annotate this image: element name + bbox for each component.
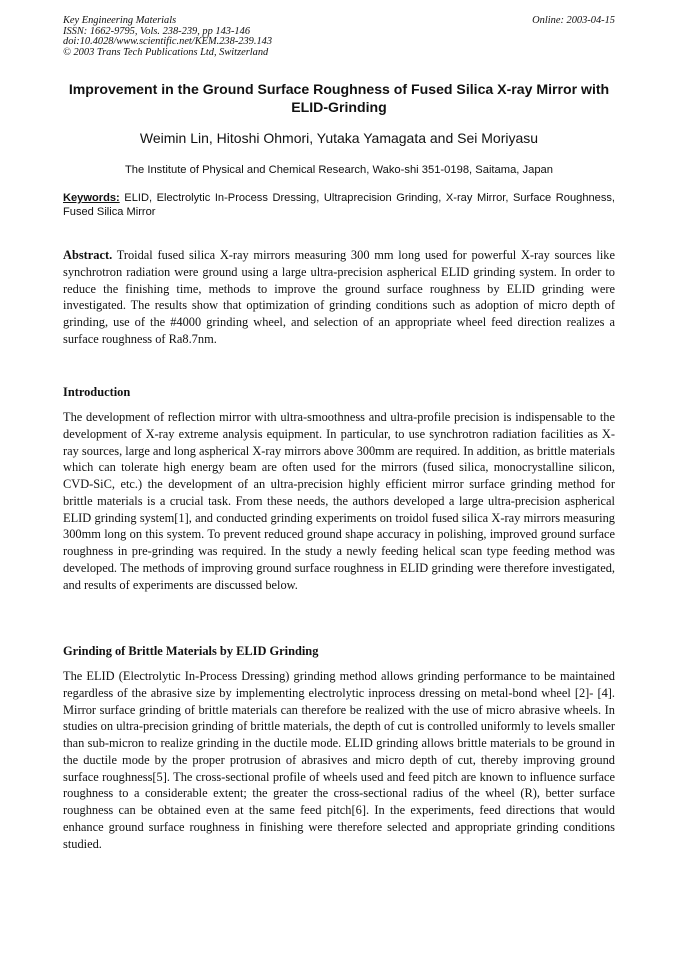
doi-line[interactable]: doi:10.4028/www.scientific.net/KEM.238-239.143	[63, 36, 273, 47]
paper-title: Improvement in the Ground Surface Roughness of Fused Silica X-ray Mirror with ELID-Grinding	[68, 81, 610, 115]
publication-header	[63, 16, 615, 58]
online-date: Online: 2003-04-15	[532, 15, 615, 26]
keywords-text: ELID, Electrolytic In-Process Dressing, Ultraprecision Grinding, X-ray Mirror, Surface Roughness, Fused Silica Mirror	[63, 192, 615, 218]
introduction-paragraph: The development of reflection mirror with ultra-smoothness and ultra-profile precision is indispensable to the development of X-ray extreme analysis equipment. In particular, to use synchrotron radiation facilities as X-ray sources, large and long aspherical X-ray mirrors above 300mm are required. In addition, as brittle materials which can tolerate high energy beam are often used for the mirrors (fused silica, monocrystalline silicon, CVD-SiC, etc.) the development of an ultra-precision highly efficient mirror surface grinding method for brittle materials is a crucial task. From these needs, the authors developed a large ultra-precision aspherical ELID grinding system[1], and conducted grinding experiments on troidol fused silica X-ray mirrors measuring 300mm long on this system. To prevent reduced ground shape accuracy in polishing, improved ground surface roughness in pre-grinding was required. In the study a newly feeding helical scan type feeding method was developed. The methods of improving ground surface roughness in ELID grinding were therefore investigated, and results of experiments are discussed below.	[63, 410, 615, 592]
section-heading-elid-grinding: Grinding of Brittle Materials by ELID Grinding	[63, 644, 319, 658]
abstract-paragraph	[63, 247, 615, 348]
author-list: Weimin Lin, Hitoshi Ohmori, Yutaka Yamagata and Sei Moriyasu	[139, 130, 539, 146]
elid-grinding-paragraph: The ELID (Electrolytic In-Process Dressing) grinding method allows grinding performance to be maintained regardless of the abrasive size by implementing electrolytic inprocess dressing on metal-bond wheel [2]- [4]. Mirror surface grinding of brittle materials can therefore be realized with the use of micro abrasive wheels. In studies on ultra-precision grinding of brittle materials, the depth of cut is controlled uniformly to levels smaller than sub-micron to realize grinding in the ductile mode. ELID grinding allows brittle materials to be ground in the ductile mode by the proper protrusion of abrasives and micro depth of cut, thereby improving ground surface roughness[5]. The cross-sectional profile of wheels used and feed pitch are known to influence surface roughness to a considerable extent; the greater the cross-sectional radius of the wheel (R), better surface roughness can be obtained even at the same feed pitch[6]. In the experiments, feed directions that would enhance ground surface roughness in finishing were therefore selected and appropriate grinding conditions studied.	[63, 669, 615, 851]
abstract-label: Abstract.	[63, 248, 113, 262]
keywords-block	[63, 192, 615, 219]
affiliation: The Institute of Physical and Chemical Research, Wako-shi 351-0198, Saitama, Japan	[124, 164, 554, 176]
abstract-text: Troidal fused silica X-ray mirrors measuring 300 mm long used for powerful X-ray sources like synchrotron radiation were ground using a large ultra-precision aspherical ELID grinding system. In order to reduce the finishing time, methods to improve the ground surface roughness by ELID grinding were investigated. The results show that optimization of grinding conditions such as adoption of micro depth of grinding, use of the #4000 grinding wheel, and selection of an appropriate wheel feed direction realizes a surface roughness of Ra8.7nm.	[63, 248, 615, 346]
copyright-line: © 2003 Trans Tech Publications Ltd, Switzerland	[63, 46, 269, 58]
section-heading-introduction: Introduction	[63, 385, 131, 399]
journal-name: Key Engineering Materials	[63, 15, 177, 26]
keywords-label: Keywords:	[63, 192, 120, 204]
issn-line: ISSN: 1662-9795, Vols. 238-239, pp 143-146	[63, 25, 251, 37]
